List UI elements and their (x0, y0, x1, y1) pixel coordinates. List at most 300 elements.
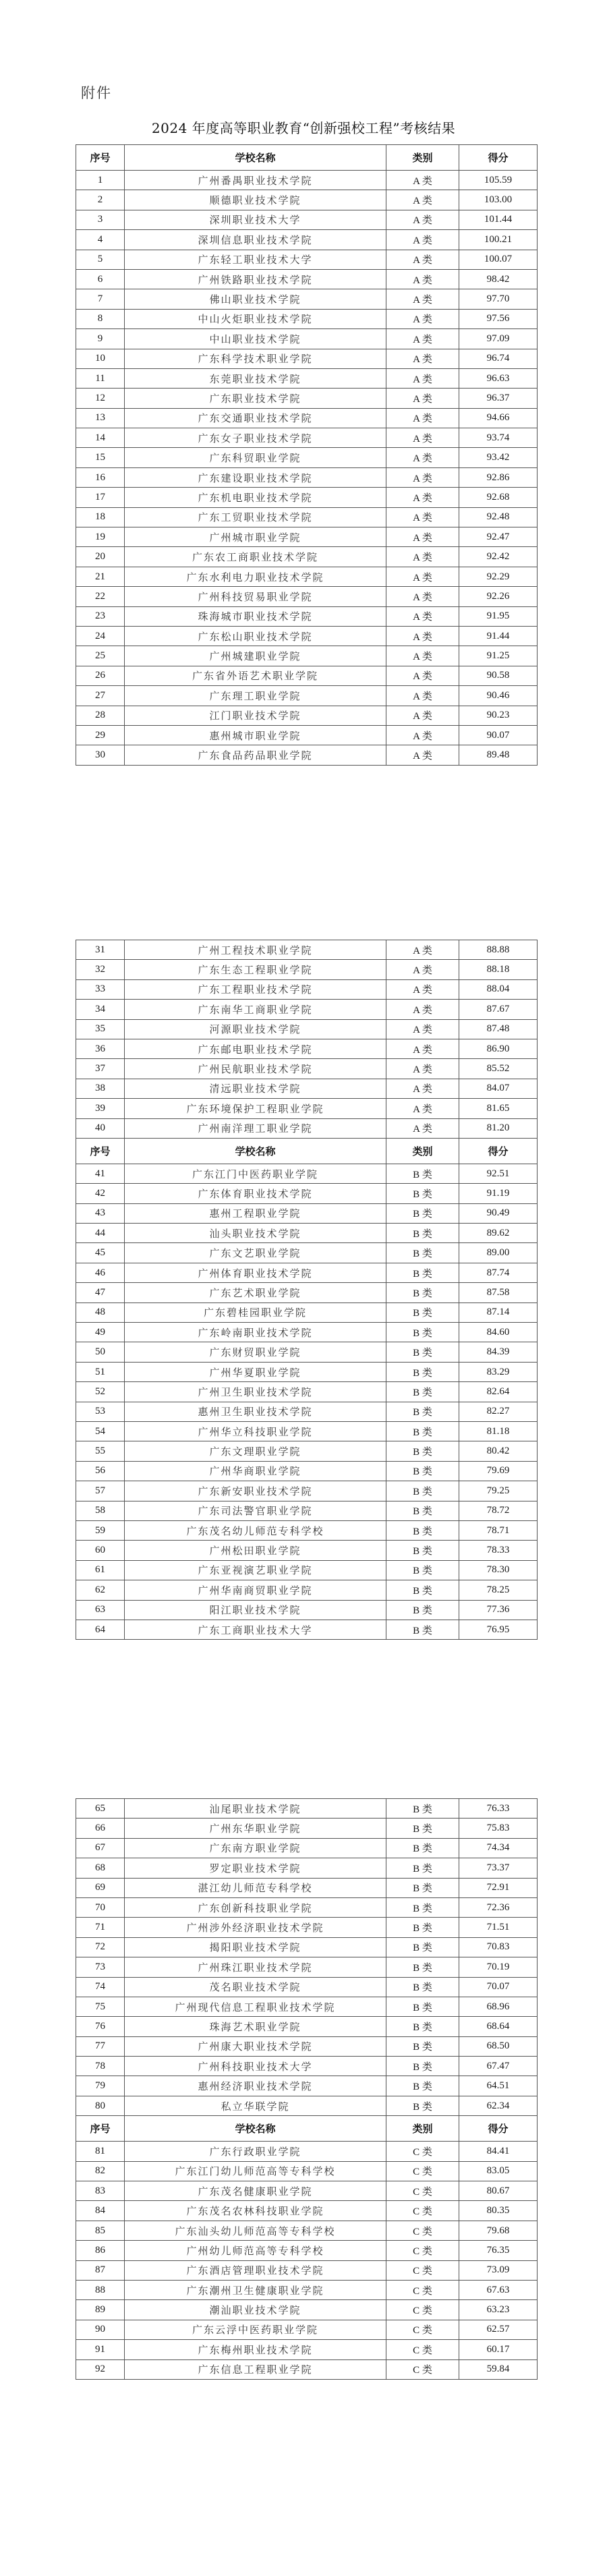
school-name-cell: 阳江职业技术学院 (125, 1600, 386, 1620)
table-row (76, 250, 538, 269)
category-cell: C 类 (386, 2221, 459, 2240)
category-cell: A 类 (386, 1099, 459, 1118)
document-title: 2024 年度高等职业教育“创新强校工程”考核结果 (151, 120, 456, 136)
score-cell: 62.34 (459, 2096, 538, 2115)
score-cell: 68.64 (459, 2017, 538, 2036)
score-cell: 60.17 (459, 2340, 538, 2359)
school-name-cell: 广州涉外经济职业技术学院 (125, 1918, 386, 1937)
table-header-row (76, 2116, 538, 2142)
rank-cell: 35 (76, 1019, 125, 1039)
table-row (76, 2036, 538, 2056)
rank-cell: 71 (76, 1918, 125, 1937)
score-cell: 70.83 (459, 1937, 538, 1957)
score-cell: 84.41 (459, 2142, 538, 2161)
category-cell: C 类 (386, 2320, 459, 2339)
score-cell: 87.74 (459, 1263, 538, 1282)
table-row (76, 467, 538, 487)
category-cell: B 类 (386, 2057, 459, 2076)
school-name-cell: 广东体育职业技术学院 (125, 1184, 386, 1203)
score-cell: 88.04 (459, 979, 538, 999)
school-name-cell: 广州幼儿师范高等专科学校 (125, 2241, 386, 2260)
category-cell: A 类 (386, 527, 459, 547)
school-name-cell: 广东职业技术学院 (125, 389, 386, 408)
column-header-name: 学校名称 (125, 2116, 386, 2142)
score-cell: 91.25 (459, 646, 538, 666)
score-cell: 73.37 (459, 1858, 538, 1878)
table-row (76, 488, 538, 507)
score-cell: 92.68 (459, 488, 538, 507)
school-name-cell: 珠海艺术职业学院 (125, 2017, 386, 2036)
score-cell: 91.19 (459, 1184, 538, 1203)
category-cell: A 类 (386, 250, 459, 269)
category-cell: B 类 (386, 1342, 459, 1362)
table-row (76, 567, 538, 586)
table-row (76, 2161, 538, 2181)
rank-cell: 22 (76, 587, 125, 606)
score-cell: 78.25 (459, 1580, 538, 1600)
rank-cell: 50 (76, 1342, 125, 1362)
category-cell: B 类 (386, 1897, 459, 1917)
rank-cell: 48 (76, 1303, 125, 1322)
table-row (76, 1560, 538, 1580)
score-cell: 80.42 (459, 1441, 538, 1461)
category-cell: A 类 (386, 1039, 459, 1058)
table-row (76, 547, 538, 567)
score-cell: 64.51 (459, 2076, 538, 2096)
score-cell: 68.50 (459, 2036, 538, 2056)
table-row (76, 1243, 538, 1263)
score-cell: 88.88 (459, 940, 538, 960)
school-name-cell: 广东农工商职业技术学院 (125, 547, 386, 567)
school-name-cell: 广东女子职业技术学院 (125, 428, 386, 448)
school-name-cell: 广东行政职业学院 (125, 2142, 386, 2161)
table-row (76, 2340, 538, 2359)
table-row (76, 2096, 538, 2115)
table-row (76, 1099, 538, 1118)
school-name-cell: 广州南洋理工职业学院 (125, 1118, 386, 1138)
school-name-cell: 广东酒店管理职业技术学院 (125, 2260, 386, 2280)
school-name-cell: 广东茂名健康职业学院 (125, 2181, 386, 2201)
score-cell: 93.42 (459, 448, 538, 467)
score-cell: 96.74 (459, 349, 538, 368)
category-cell: A 类 (386, 408, 459, 428)
rank-cell: 60 (76, 1541, 125, 1560)
category-cell: A 类 (386, 606, 459, 626)
column-header-no: 序号 (76, 2116, 125, 2142)
category-cell: B 类 (386, 1203, 459, 1223)
rank-cell: 56 (76, 1461, 125, 1481)
rank-cell: 37 (76, 1059, 125, 1079)
rank-cell: 68 (76, 1858, 125, 1878)
rank-cell: 17 (76, 488, 125, 507)
table-row (76, 2280, 538, 2299)
category-cell: A 类 (386, 725, 459, 745)
category-cell: A 类 (386, 1019, 459, 1039)
rank-cell: 83 (76, 2181, 125, 2201)
table-row (76, 1600, 538, 1620)
score-cell: 76.33 (459, 1799, 538, 1819)
score-cell: 63.23 (459, 2300, 538, 2320)
school-name-cell: 广东工商职业技术大学 (125, 1620, 386, 1639)
table-row (76, 368, 538, 388)
score-cell: 86.90 (459, 1039, 538, 1058)
rank-cell: 39 (76, 1099, 125, 1118)
rank-cell: 5 (76, 250, 125, 269)
table-row (76, 1362, 538, 1381)
score-cell: 68.96 (459, 1997, 538, 2016)
rank-cell: 76 (76, 2017, 125, 2036)
rank-cell: 85 (76, 2221, 125, 2240)
score-cell: 89.62 (459, 1224, 538, 1243)
category-cell: A 类 (386, 349, 459, 368)
school-name-cell: 广东新安职业技术学院 (125, 1481, 386, 1501)
rank-cell: 65 (76, 1799, 125, 1819)
rank-cell: 55 (76, 1441, 125, 1461)
table-row (76, 2017, 538, 2036)
table-row (76, 1421, 538, 1441)
table-row (76, 626, 538, 646)
score-cell: 92.42 (459, 547, 538, 567)
category-cell: A 类 (386, 1059, 459, 1079)
table-row (76, 1918, 538, 1937)
table-row (76, 269, 538, 289)
category-cell: B 类 (386, 1243, 459, 1263)
school-name-cell: 广东汕头幼儿师范高等专科学校 (125, 2221, 386, 2240)
category-cell: B 类 (386, 1520, 459, 1540)
table-row (76, 1283, 538, 1303)
score-cell: 84.60 (459, 1323, 538, 1342)
score-cell: 80.67 (459, 2181, 538, 2201)
school-name-cell: 广东信息工程职业学院 (125, 2359, 386, 2379)
category-cell: B 类 (386, 1560, 459, 1580)
category-cell: A 类 (386, 488, 459, 507)
score-cell: 78.30 (459, 1560, 538, 1580)
score-cell: 91.95 (459, 606, 538, 626)
school-name-cell: 汕尾职业技术学院 (125, 1799, 386, 1819)
table-row (76, 1323, 538, 1342)
table-row (76, 1897, 538, 1917)
score-cell: 84.39 (459, 1342, 538, 1362)
table-row (76, 745, 538, 765)
rank-cell: 84 (76, 2201, 125, 2221)
rank-cell: 57 (76, 1481, 125, 1501)
category-cell: B 类 (386, 2036, 459, 2056)
table-row (76, 1977, 538, 1997)
table-row (76, 686, 538, 706)
school-name-cell: 广州现代信息工程职业技术学院 (125, 1997, 386, 2016)
rank-cell: 78 (76, 2057, 125, 2076)
school-name-cell: 广东轻工职业技术大学 (125, 250, 386, 269)
school-name-cell: 广东文艺职业学院 (125, 1243, 386, 1263)
rank-cell: 36 (76, 1039, 125, 1058)
category-cell: B 类 (386, 1501, 459, 1520)
school-name-cell: 广东江门幼儿师范高等专科学校 (125, 2161, 386, 2181)
table-row (76, 940, 538, 960)
rank-cell: 23 (76, 606, 125, 626)
table-row (76, 1184, 538, 1203)
table-row (76, 979, 538, 999)
score-cell: 97.56 (459, 309, 538, 328)
score-cell: 76.95 (459, 1620, 538, 1639)
school-name-cell: 湛江幼儿师范专科学校 (125, 1878, 386, 1897)
category-cell: A 类 (386, 329, 459, 349)
category-cell: B 类 (386, 2096, 459, 2115)
rank-cell: 51 (76, 1362, 125, 1381)
table-row (76, 1079, 538, 1098)
rank-cell: 80 (76, 2096, 125, 2115)
rank-cell: 25 (76, 646, 125, 666)
column-header-type: 类别 (386, 2116, 459, 2142)
rank-cell: 34 (76, 1000, 125, 1019)
table-row (76, 1164, 538, 1183)
category-cell: B 类 (386, 1164, 459, 1183)
table-row (76, 706, 538, 725)
table-row (76, 1997, 538, 2016)
rank-cell: 73 (76, 1957, 125, 1977)
score-cell: 97.70 (459, 289, 538, 309)
score-cell: 79.69 (459, 1461, 538, 1481)
category-cell: A 类 (386, 289, 459, 309)
school-name-cell: 顺德职业技术学院 (125, 190, 386, 210)
table-header-row (76, 1138, 538, 1164)
table-row (76, 230, 538, 250)
table-row (76, 666, 538, 685)
score-cell: 90.58 (459, 666, 538, 685)
rank-cell: 77 (76, 2036, 125, 2056)
score-cell: 101.44 (459, 210, 538, 229)
table-row (76, 2142, 538, 2161)
school-name-cell: 广州华立科技职业学院 (125, 1421, 386, 1441)
category-cell: B 类 (386, 1580, 459, 1600)
table-row (76, 2320, 538, 2339)
table-row (76, 646, 538, 666)
column-header-type: 类别 (386, 1138, 459, 1164)
score-cell: 81.20 (459, 1118, 538, 1138)
score-cell: 92.51 (459, 1164, 538, 1183)
rank-cell: 4 (76, 230, 125, 250)
school-name-cell: 汕头职业技术学院 (125, 1224, 386, 1243)
rank-cell: 88 (76, 2280, 125, 2299)
table-row (76, 428, 538, 448)
score-cell: 92.29 (459, 567, 538, 586)
rank-cell: 49 (76, 1323, 125, 1342)
table-row (76, 408, 538, 428)
category-cell: A 类 (386, 940, 459, 960)
score-cell: 71.51 (459, 1918, 538, 1937)
table-row (76, 289, 538, 309)
rank-cell: 74 (76, 1977, 125, 1997)
school-name-cell: 中山火炬职业技术学院 (125, 309, 386, 328)
school-name-cell: 广东工贸职业技术学院 (125, 507, 386, 527)
score-cell: 93.74 (459, 428, 538, 448)
score-cell: 105.59 (459, 171, 538, 190)
table-row (76, 1541, 538, 1560)
score-cell: 80.35 (459, 2201, 538, 2221)
category-cell: A 类 (386, 960, 459, 979)
school-name-cell: 广东交通职业技术学院 (125, 408, 386, 428)
category-cell: C 类 (386, 2260, 459, 2280)
rank-cell: 62 (76, 1580, 125, 1600)
category-cell: B 类 (386, 1362, 459, 1381)
rank-cell: 40 (76, 1118, 125, 1138)
table-row (76, 1819, 538, 1838)
category-cell: A 类 (386, 210, 459, 229)
school-name-cell: 广州东华职业学院 (125, 1819, 386, 1838)
category-cell: B 类 (386, 1620, 459, 1639)
rank-cell: 58 (76, 1501, 125, 1520)
school-name-cell: 惠州经济职业技术学院 (125, 2076, 386, 2096)
school-name-cell: 广东南华工商职业学院 (125, 1000, 386, 1019)
score-cell: 100.07 (459, 250, 538, 269)
table-row (76, 1838, 538, 1858)
school-name-cell: 广东机电职业技术学院 (125, 488, 386, 507)
category-cell: B 类 (386, 1481, 459, 1501)
category-cell: A 类 (386, 1000, 459, 1019)
rank-cell: 30 (76, 745, 125, 765)
score-cell: 92.47 (459, 527, 538, 547)
table-row (76, 1263, 538, 1282)
table-row (76, 1461, 538, 1481)
school-name-cell: 广东云浮中医药职业学院 (125, 2320, 386, 2339)
score-cell: 92.26 (459, 587, 538, 606)
score-cell: 81.18 (459, 1421, 538, 1441)
school-name-cell: 惠州工程职业学院 (125, 1203, 386, 1223)
score-cell: 89.48 (459, 745, 538, 765)
score-cell: 70.07 (459, 1977, 538, 1997)
table-row (76, 329, 538, 349)
school-name-cell: 广州珠江职业技术学院 (125, 1957, 386, 1977)
category-cell: B 类 (386, 1977, 459, 1997)
score-cell: 59.84 (459, 2359, 538, 2379)
category-cell: A 类 (386, 171, 459, 190)
category-cell: A 类 (386, 706, 459, 725)
school-name-cell: 广东水利电力职业技术学院 (125, 567, 386, 586)
school-name-cell: 广州体育职业技术学院 (125, 1263, 386, 1282)
rank-cell: 70 (76, 1897, 125, 1917)
school-name-cell: 广州康大职业技术学院 (125, 2036, 386, 2056)
rank-cell: 8 (76, 309, 125, 328)
score-cell: 70.19 (459, 1957, 538, 1977)
results-table-page-2 (76, 940, 538, 1640)
rank-cell: 16 (76, 467, 125, 487)
school-name-cell: 私立华联学院 (125, 2096, 386, 2115)
category-cell: B 类 (386, 1937, 459, 1957)
rank-cell: 2 (76, 190, 125, 210)
score-cell: 77.36 (459, 1600, 538, 1620)
rank-cell: 32 (76, 960, 125, 979)
rank-cell: 82 (76, 2161, 125, 2181)
score-cell: 79.25 (459, 1481, 538, 1501)
category-cell: B 类 (386, 1957, 459, 1977)
school-name-cell: 清远职业技术学院 (125, 1079, 386, 1098)
table-row (76, 1481, 538, 1501)
table-row (76, 1937, 538, 1957)
school-name-cell: 广州城市职业学院 (125, 527, 386, 547)
rank-cell: 3 (76, 210, 125, 229)
category-cell: B 类 (386, 1303, 459, 1322)
school-name-cell: 广东艺术职业学院 (125, 1283, 386, 1303)
table-row (76, 309, 538, 328)
column-header-score: 得分 (459, 1138, 538, 1164)
school-name-cell: 广东司法警官职业学院 (125, 1501, 386, 1520)
table-row (76, 1957, 538, 1977)
table-row (76, 2300, 538, 2320)
score-cell: 100.21 (459, 230, 538, 250)
score-cell: 78.72 (459, 1501, 538, 1520)
rank-cell: 47 (76, 1283, 125, 1303)
score-cell: 90.07 (459, 725, 538, 745)
rank-cell: 89 (76, 2300, 125, 2320)
school-name-cell: 广东江门中医药职业学院 (125, 1164, 386, 1183)
category-cell: B 类 (386, 1283, 459, 1303)
school-name-cell: 广东亚视演艺职业学院 (125, 1560, 386, 1580)
school-name-cell: 广州科技贸易职业学院 (125, 587, 386, 606)
score-cell: 90.23 (459, 706, 538, 725)
category-cell: A 类 (386, 507, 459, 527)
school-name-cell: 广州番禺职业技术学院 (125, 171, 386, 190)
school-name-cell: 惠州卫生职业技术学院 (125, 1402, 386, 1421)
category-cell: B 类 (386, 1858, 459, 1878)
table-row (76, 210, 538, 229)
table-row (76, 1203, 538, 1223)
rank-cell: 59 (76, 1520, 125, 1540)
score-cell: 84.07 (459, 1079, 538, 1098)
table-row (76, 2221, 538, 2240)
score-cell: 67.63 (459, 2280, 538, 2299)
score-cell: 78.33 (459, 1541, 538, 1560)
category-cell: B 类 (386, 1184, 459, 1203)
school-name-cell: 广东食品药品职业学院 (125, 745, 386, 765)
category-cell: A 类 (386, 428, 459, 448)
category-cell: A 类 (386, 745, 459, 765)
category-cell: A 类 (386, 269, 459, 289)
score-cell: 88.18 (459, 960, 538, 979)
results-table-page-3 (76, 1798, 538, 2380)
category-cell: B 类 (386, 1878, 459, 1897)
score-cell: 73.09 (459, 2260, 538, 2280)
school-name-cell: 广州卫生职业技术学院 (125, 1382, 386, 1402)
school-name-cell: 广东创新科技职业学院 (125, 1897, 386, 1917)
school-name-cell: 深圳职业技术大学 (125, 210, 386, 229)
score-cell: 87.67 (459, 1000, 538, 1019)
category-cell: C 类 (386, 2300, 459, 2320)
rank-cell: 29 (76, 725, 125, 745)
rank-cell: 38 (76, 1079, 125, 1098)
rank-cell: 43 (76, 1203, 125, 1223)
rank-cell: 1 (76, 171, 125, 190)
category-cell: A 类 (386, 1118, 459, 1138)
rank-cell: 11 (76, 368, 125, 388)
score-cell: 89.00 (459, 1243, 538, 1263)
table-row (76, 448, 538, 467)
school-name-cell: 广东工程职业技术学院 (125, 979, 386, 999)
rank-cell: 7 (76, 289, 125, 309)
category-cell: A 类 (386, 587, 459, 606)
category-cell: B 类 (386, 1421, 459, 1441)
table-row (76, 2181, 538, 2201)
rank-cell: 91 (76, 2340, 125, 2359)
table-row (76, 1520, 538, 1540)
score-cell: 74.34 (459, 1838, 538, 1858)
school-name-cell: 广州科技职业技术大学 (125, 2057, 386, 2076)
rank-cell: 44 (76, 1224, 125, 1243)
school-name-cell: 珠海城市职业技术学院 (125, 606, 386, 626)
school-name-cell: 广州工程技术职业学院 (125, 940, 386, 960)
table-row (76, 1000, 538, 1019)
school-name-cell: 广州华夏职业学院 (125, 1362, 386, 1381)
school-name-cell: 广州华商职业学院 (125, 1461, 386, 1481)
score-cell: 94.66 (459, 408, 538, 428)
